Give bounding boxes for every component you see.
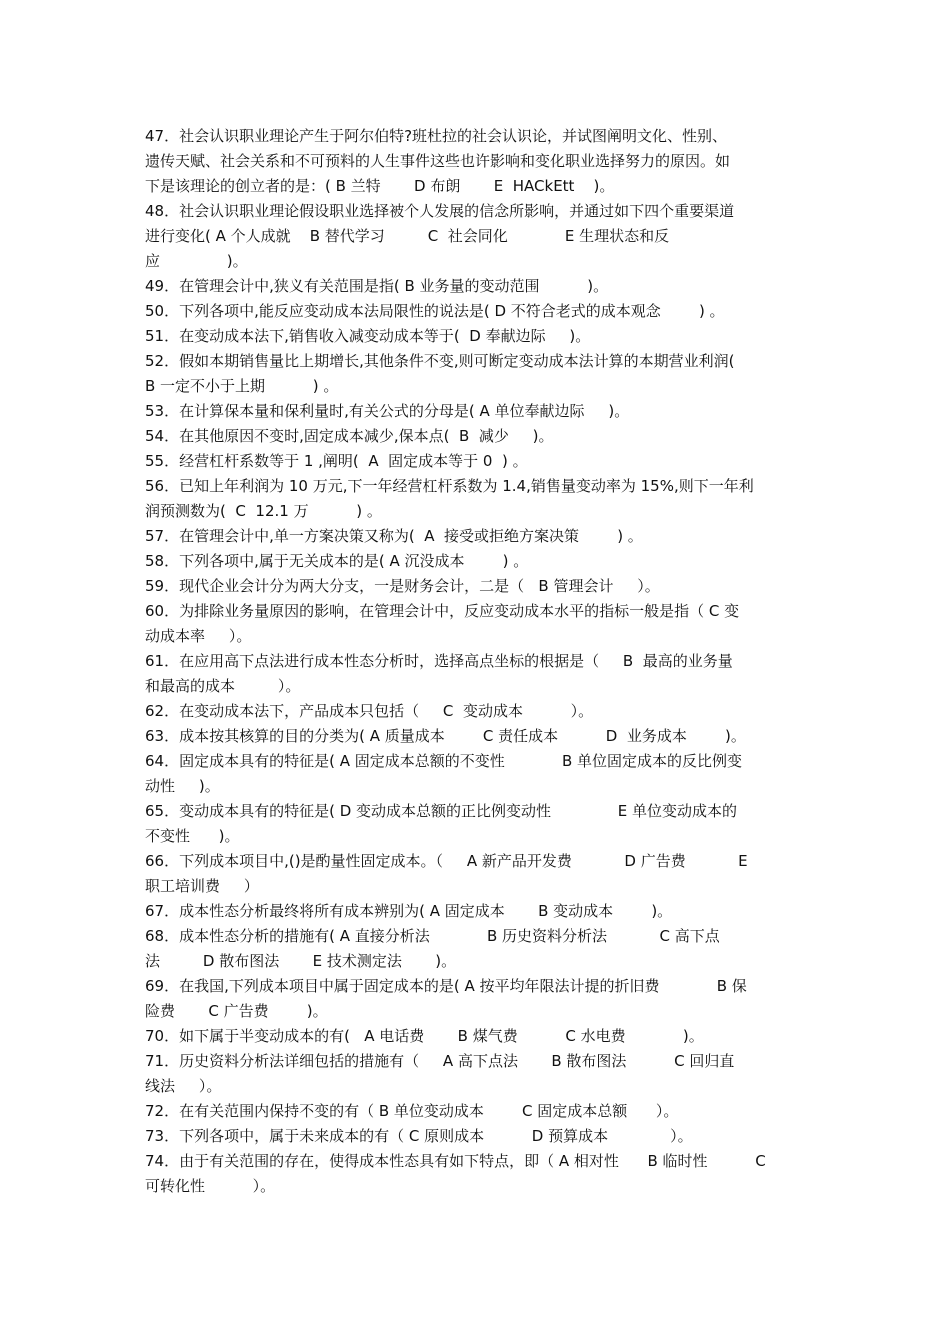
text-line: 64．固定成本具有的特征是( A 固定成本总额的不变性 B 单位固定成本的反比例变 <box>145 752 743 770</box>
text-line: 68．成本性态分析的措施有( A 直接分析法 B 历史资料分析法 C 高下点 <box>145 927 720 945</box>
text-line: 51．在变动成本法下,销售收入减变动成本等于( D 奉献边际 )。 <box>145 327 591 345</box>
text-line: 71．历史资料分析法详细包括的措施有（ A 高下点法 B 散布图法 C 回归直 <box>145 1052 735 1070</box>
text-line: 动成本率 ）。 <box>145 627 252 645</box>
text-line: 法 D 散布图法 E 技术测定法 )。 <box>145 952 457 970</box>
text-line: 53．在计算保本量和保利量时,有关公式的分母是( A 单位奉献边际 )。 <box>145 402 630 420</box>
text-line: 不变性 )。 <box>145 827 240 845</box>
text-line: 润预测数为( C 12.1 万 ) 。 <box>145 502 382 520</box>
text-line: 进行变化( A 个人成就 B 替代学习 C 社会同化 E 生理状态和反 <box>145 227 670 245</box>
text-line: 67．成本性态分析最终将所有成本辨别为( A 固定成本 B 变动成本 )。 <box>145 902 673 920</box>
text-line: 69．在我国,下列成本项目中属于固定成本的是( A 按平均年限法计提的折旧费 B 保 <box>145 977 747 995</box>
text-line: 72．在有关范围内保持不变的有（ B 单位变动成本 C 固定成本总额 ）。 <box>145 1102 679 1120</box>
text-line <box>145 1199 810 1224</box>
text-line: 48．社会认识职业理论假设职业选择被个人发展的信念所影响，并通过如下四个重要渠道 <box>145 202 735 220</box>
text-line: B 一定不小于上期 ) 。 <box>145 377 339 395</box>
text-line: 56．已知上年利润为 10 万元,下一年经营杠杆系数为 1.4,销售量变动率为 15%,则下一年利 <box>145 477 754 495</box>
text-line: 61．在应用高下点法进行成本性态分析时，选择高点坐标的根据是（ B 最高的业务量 <box>145 652 733 670</box>
text-line: 52．假如本期销售量比上期增长,其他条件不变,则可断定变动成本法计算的本期营业利润( <box>145 352 735 370</box>
text-line: 49．在管理会计中,狭义有关范围是指( B 业务量的变动范围 )。 <box>145 277 609 295</box>
question-list <box>145 124 810 1224</box>
text-line: 47．社会认识职业理论产生于阿尔伯特?班杜拉的社会认识论，并试图阐明文化、性别、 <box>145 127 728 145</box>
text-line: 65．变动成本具有的特征是( D 变动成本总额的正比例变动性 E 单位变动成本的 <box>145 802 738 820</box>
text-line: 74．由于有关范围的存在，使得成本性态具有如下特点，即（ A 相对性 B 临时性 C <box>145 1152 766 1170</box>
text-line: 73．下列各项中，属于未来成本的有（ C 原则成本 D 预算成本 ）。 <box>145 1127 693 1145</box>
text-line: 63．成本按其核算的目的分类为( A 质量成本 C 责任成本 D 业务成本 )。 <box>145 727 746 745</box>
text-line: 险费 C 广告费 )。 <box>145 1002 328 1020</box>
text-line: 遗传天赋、社会关系和不可预料的人生事件这些也许影响和变化职业选择努力的原因。如 <box>145 152 731 170</box>
text-line: 应 )。 <box>145 252 248 270</box>
text-line: 62．在变动成本法下，产品成本只包括（ C 变动成本 ）。 <box>145 702 594 720</box>
text-line: 66．下列成本项目中,()是酌量性固定成本。（ A 新产品开发费 D 广告费 E <box>145 852 748 870</box>
text-line: 58．下列各项中,属于无关成本的是( A 沉没成本 ) 。 <box>145 552 529 570</box>
text-line: 职工培训费 ） <box>145 877 259 895</box>
text-line: 和最高的成本 ）。 <box>145 677 301 695</box>
text-line: 54．在其他原因不变时,固定成本减少,保本点( B 减少 )。 <box>145 427 554 445</box>
text-line: 59．现代企业会计分为两大分支，一是财务会计，二是（ B 管理会计 ）。 <box>145 577 660 595</box>
text-line: 60．为排除业务量原因的影响，在管理会计中，反应变动成本水平的指标一般是指（ C 变 <box>145 602 740 620</box>
text-line: 可转化性 ）。 <box>145 1177 276 1195</box>
text-line: 70．如下属于半变动成本的有( A 电话费 B 煤气费 C 水电费 )。 <box>145 1027 704 1045</box>
text-line: 动性 )。 <box>145 777 220 795</box>
text-line: 57．在管理会计中,单一方案决策又称为( A 接受或拒绝方案决策 ) 。 <box>145 527 643 545</box>
text-line: 线法 ）。 <box>145 1077 222 1095</box>
text-line: 下是该理论的创立者的是：( B 兰特 D 布朗 E HACkEtt )。 <box>145 177 615 195</box>
text-line: 55．经营杠杆系数等于 1 ,阐明( A 固定成本等于 0 ) 。 <box>145 452 528 470</box>
text-line: 50．下列各项中,能反应变动成本法局限性的说法是( D 不符合老式的成本观念 ) 。 <box>145 302 725 320</box>
